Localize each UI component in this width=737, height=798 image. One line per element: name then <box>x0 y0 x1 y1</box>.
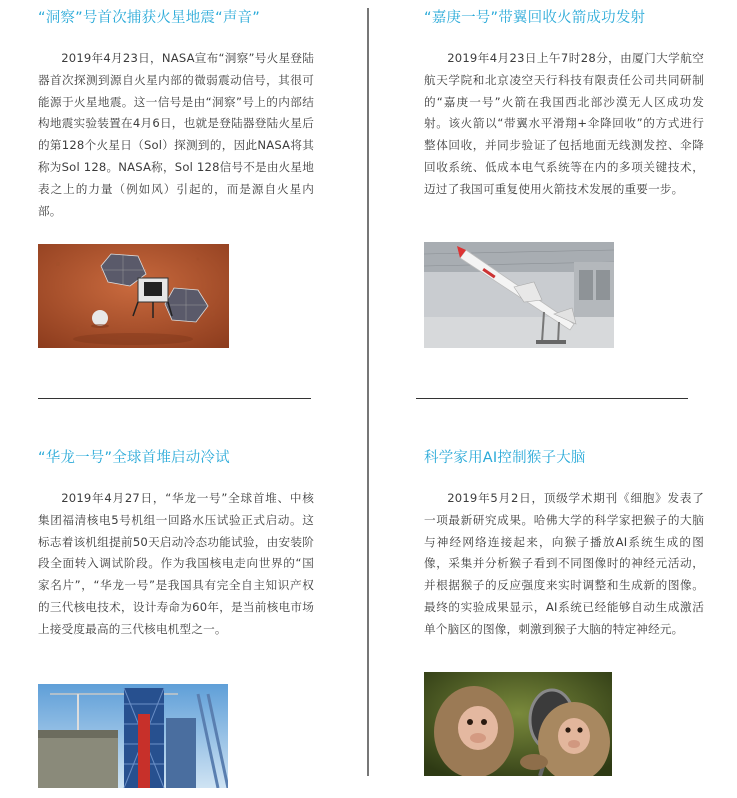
article-body: 2019年4月23日上午7时28分，由厦门大学航空航天学院和北京凌空天行科技有限责任公司共同研制的“嘉庚一号”火箭在我国西北部沙漠无人区成功发射。该火箭以“带翼水平滑翔+伞降回收”的方式进行整体回收，并同步验证了包括地面无线测发控、伞降回收系统、低成本电气系统等在内的多项关键技术，迈过了我国可重复使用火箭技术发展的重要一步。 <box>424 51 704 196</box>
article-title: 科学家用AI控制猴子大脑 <box>424 450 586 466</box>
monkeys-photo <box>424 672 612 776</box>
article-body: 2019年5月2日，顶级学术期刊《细胞》发表了一项最新研究成果。哈佛大学的科学家把猴子的大脑与神经网络连接起来，向猴子播放AI系统生成的图像，采集并分析猴子看到不同图像时的神经元活动，并根据猴子的反应强度来实时调整和生成新的图像。最终的实验成果显示，AI系统已经能够自动生成激活单个脑区的图像，刺激到猴子大脑的特定神经元。 <box>424 491 704 636</box>
article-title: “嘉庚一号”带翼回收火箭成功发射 <box>424 10 646 26</box>
article-title: “华龙一号”全球首堆启动冷试 <box>38 450 230 466</box>
horizontal-divider-left <box>38 398 311 399</box>
article-body: 2019年4月27日，“华龙一号”全球首堆、中核集团福清核电5号机组一回路水压试验正式启动。这标志着该机组提前50天启动冷态功能试验，由安装阶段全面转入调试阶段。作为我国核电走向世界的“国家名片”，“华龙一号”是我国具有完全自主知识产权的三代核电技术，设计寿命为60年，是当前核电市场上接受度最高的三代核电机型之一。 <box>38 491 314 636</box>
article-body: 2019年4月23日，NASA宣布“洞察”号火星登陆器首次探测到源自火星内部的微弱震动信号，其很可能源于火星地震。这一信号是由“洞察”号上的内部结构地震实验装置在4月6日，也就是登陆器登陆火星后的第128个火星日（Sol）探测到的，因此NASA将其称为Sol 128。NASA称，Sol 128信号不是由火星地表之上的力量（例如风）引起的，而是源自火星内部。 <box>38 51 315 218</box>
article-insight-marsquake <box>38 8 314 222</box>
vertical-divider <box>367 8 369 776</box>
nuclear-plant-photo <box>38 684 228 788</box>
article-title: “洞察”号首次捕获火星地震“声音” <box>38 10 260 26</box>
rocket-photo <box>424 242 614 348</box>
article-ai-monkey-brain <box>424 448 704 641</box>
article-jiageng-rocket <box>424 8 704 201</box>
horizontal-divider-right <box>416 398 688 399</box>
article-hualong-one <box>38 448 314 641</box>
mars-lander-photo <box>38 244 229 348</box>
